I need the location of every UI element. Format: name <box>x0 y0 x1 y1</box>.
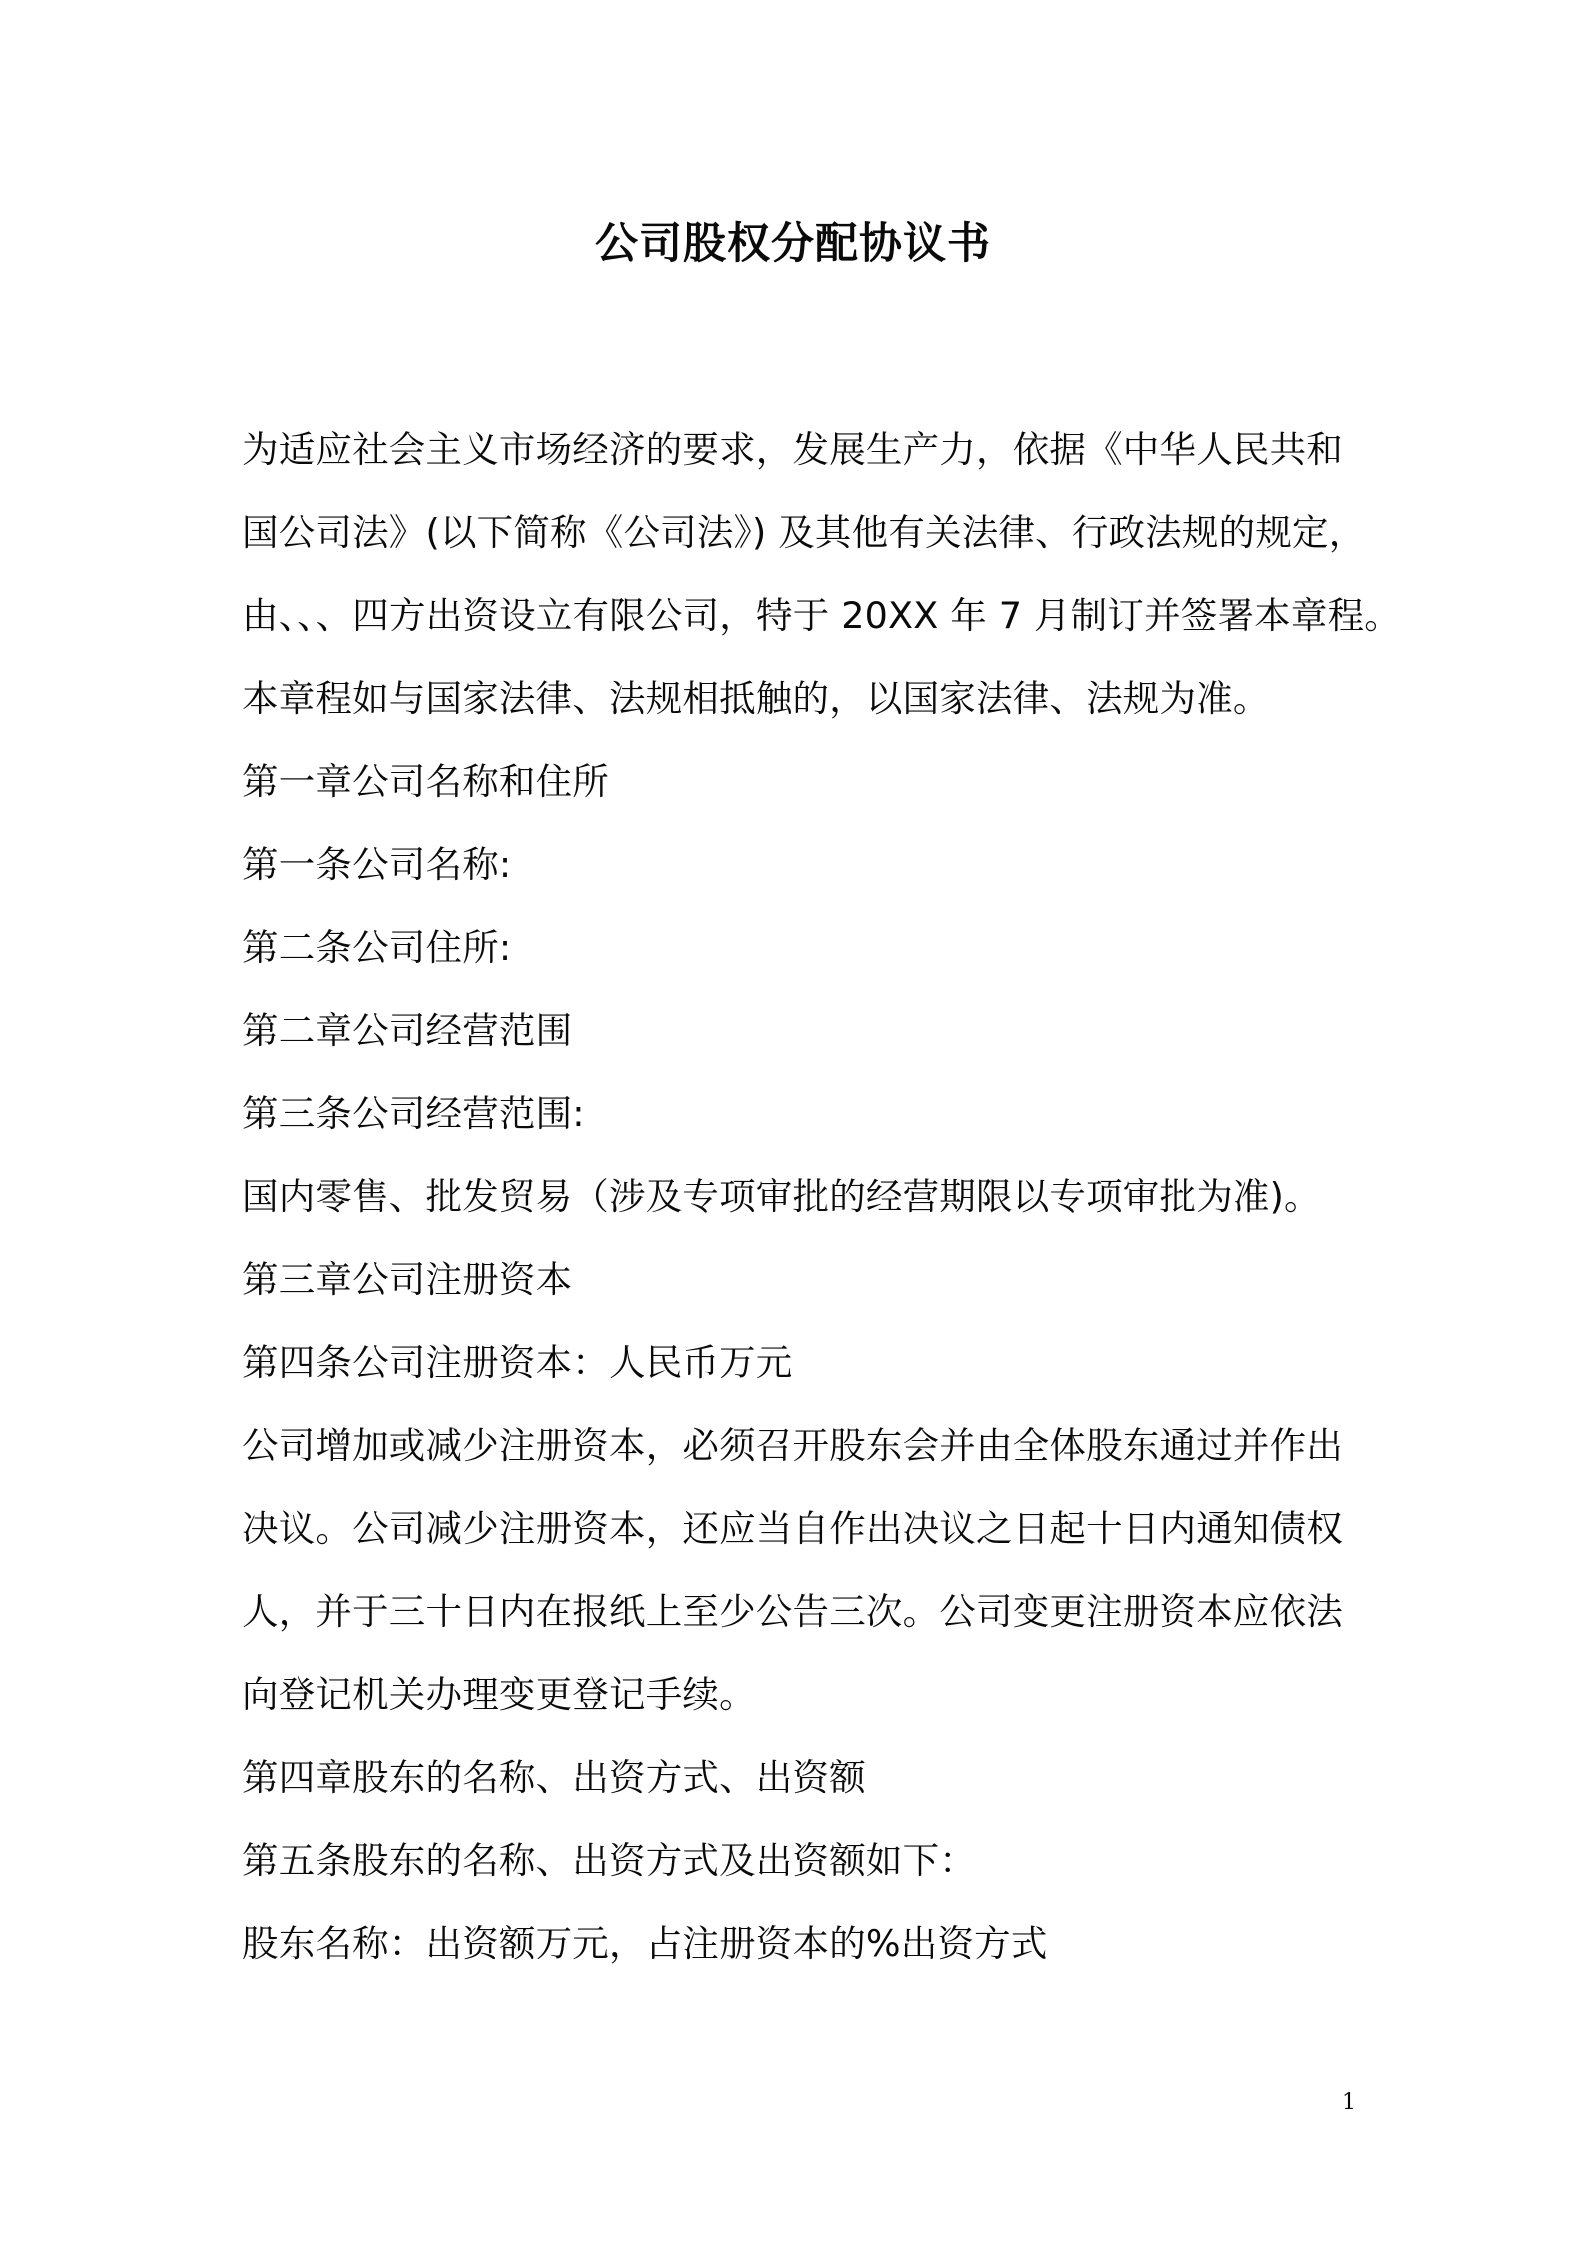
document-body <box>242 408 1401 1985</box>
article-line: 第三条公司经营范围: <box>242 1092 585 1135</box>
article-line: 第二条公司住所: <box>242 926 512 969</box>
page-number: 1 <box>1342 2090 1356 2115</box>
body-line: 国公司法》(以下简称《公司法》) 及其他有关法律、行政法规的规定， <box>242 511 1366 554</box>
body-line: 国内零售、批发贸易（涉及专项审批的经营期限以专项审批为准)。 <box>242 1175 1321 1218</box>
chapter-heading: 第三章公司注册资本 <box>242 1258 573 1301</box>
body-line: 为适应社会主义市场经济的要求，发展生产力，依据《中华人民共和 <box>242 428 1343 471</box>
document-title: 公司股权分配协议书 <box>595 219 991 269</box>
article-line: 第一条公司名称: <box>242 843 512 886</box>
article-line: 第四条公司注册资本：人民币万元 <box>242 1341 793 1384</box>
chapter-heading: 第一章公司名称和住所 <box>242 760 609 803</box>
body-line: 向登记机关办理变更登记手续。 <box>242 1673 756 1716</box>
body-line: 决议。公司减少注册资本，还应当自作出决议之日起十日内通知债权 <box>242 1507 1343 1550</box>
article-line: 第五条股东的名称、出资方式及出资额如下： <box>242 1839 976 1882</box>
chapter-heading: 第四章股东的名称、出资方式、出资额 <box>242 1756 866 1799</box>
body-line: 人，并于三十日内在报纸上至少公告三次。公司变更注册资本应依法 <box>242 1590 1343 1633</box>
body-line: 公司增加或减少注册资本，必须召开股东会并由全体股东通过并作出 <box>242 1424 1343 1467</box>
body-line: 由、、、四方出资设立有限公司，特于 20XX 年 7 月制订并签署本章程。 <box>242 594 1401 637</box>
body-line: 股东名称：出资额万元，占注册资本的%出资方式 <box>242 1922 1048 1965</box>
chapter-heading: 第二章公司经营范围 <box>242 1009 573 1052</box>
body-line: 本章程如与国家法律、法规相抵触的，以国家法律、法规为准。 <box>242 677 1270 720</box>
